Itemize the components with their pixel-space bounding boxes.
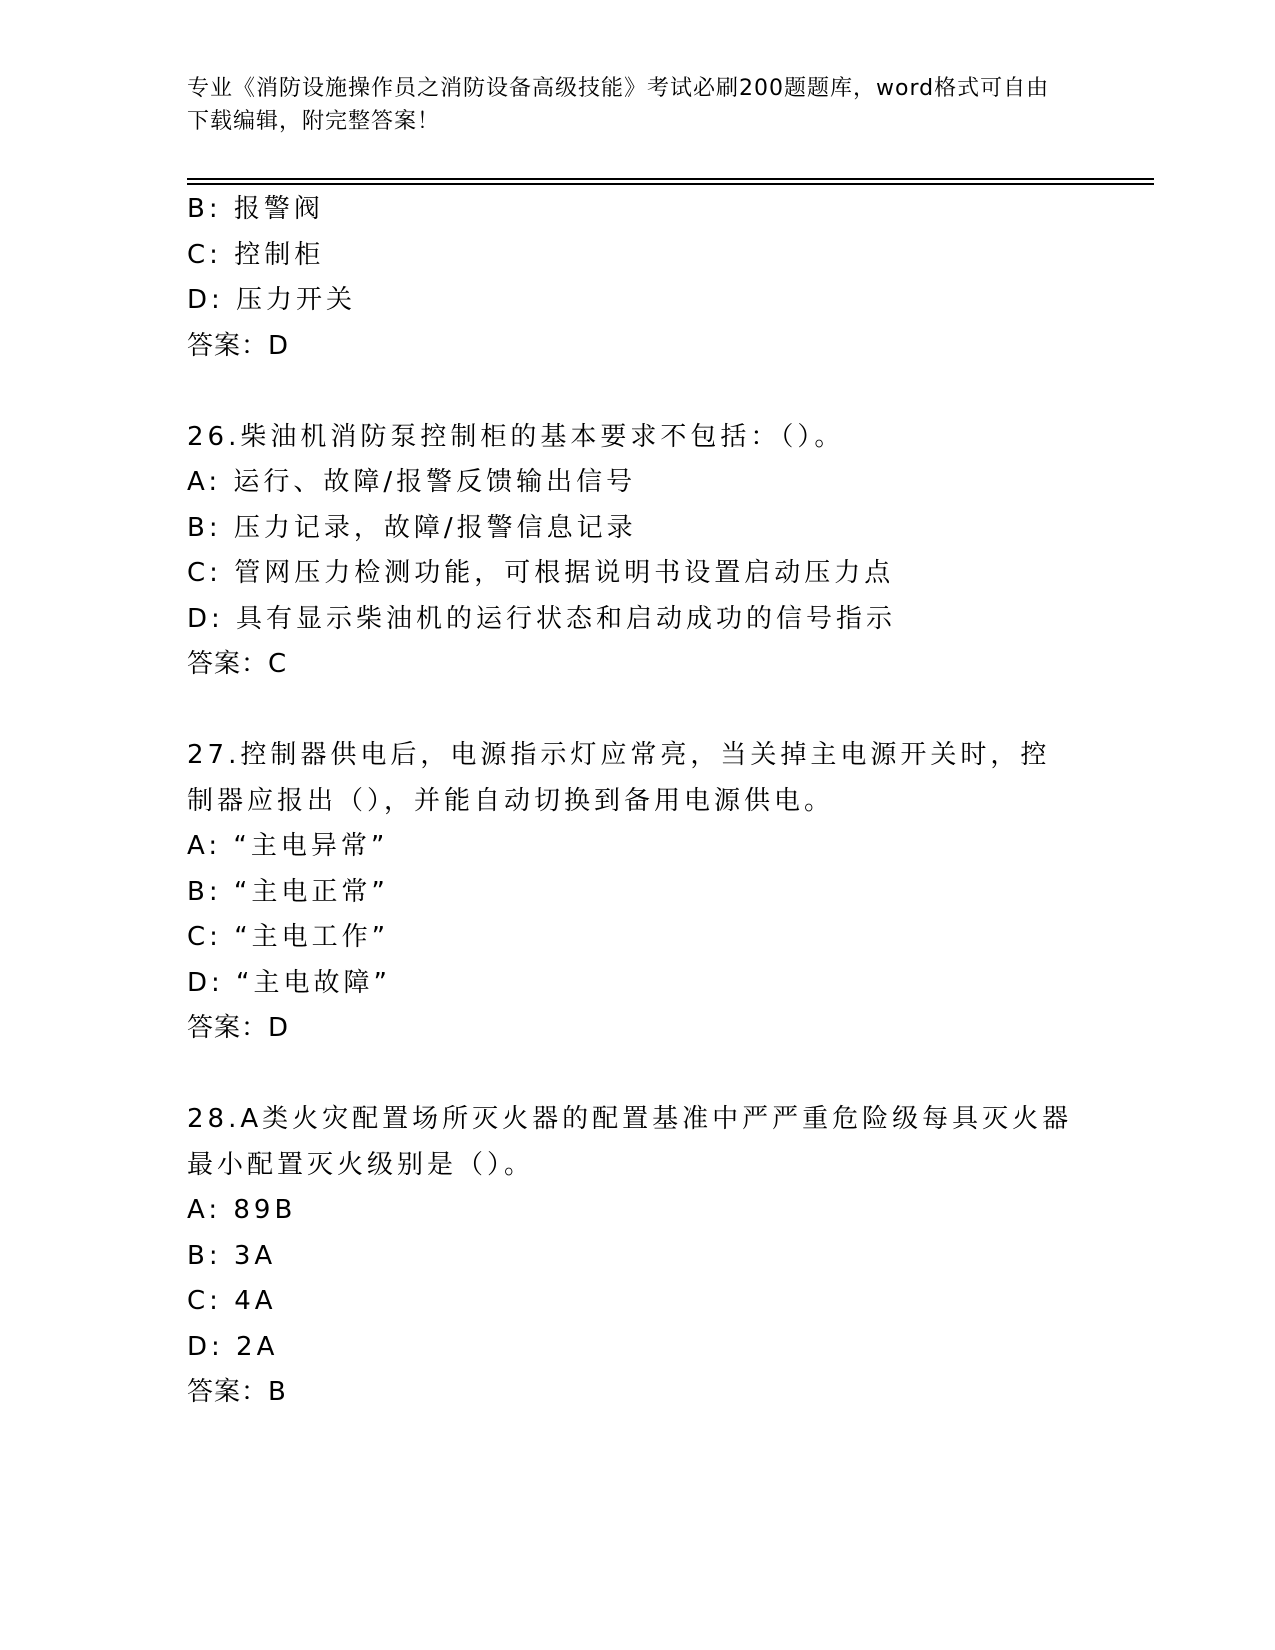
answer-line: 答案：D <box>187 1013 290 1043</box>
question-block <box>187 415 1087 688</box>
spacer <box>187 369 1087 415</box>
option-d: D: “主电故障” <box>187 967 391 998</box>
question-block <box>187 1097 1087 1416</box>
option-a: A: 运行、故障/报警反馈输出信号 <box>187 467 637 497</box>
option-a: A: “主电异常” <box>187 831 389 861</box>
answer-line: 答案：D <box>187 330 290 361</box>
option-c: C: “主电工作” <box>187 922 390 952</box>
document-title: 专业《消防设施操作员之消防设备高级技能》考试必刷200题题库，word格式可自由下载编辑，附完整答案！ <box>187 76 1050 134</box>
option-b: B: “主电正常” <box>187 876 389 907</box>
answer-line: 答案：B <box>187 1377 287 1407</box>
spacer <box>187 688 1087 734</box>
answer-line: 答案：C <box>187 649 288 679</box>
option-b: B: 3A <box>187 1240 277 1271</box>
question-block <box>187 733 1087 1052</box>
spacer <box>187 1052 1087 1098</box>
document-header <box>187 72 1067 138</box>
option-d: D: 2A <box>187 1331 279 1362</box>
header-rule-top <box>187 178 1154 180</box>
option-d: D: 压力开关 <box>187 285 357 315</box>
option-c: C: 管网压力检测功能，可根据说明书设置启动压力点 <box>187 558 895 588</box>
option-b: B: 报警阀 <box>187 194 324 224</box>
header-rule-bottom <box>187 183 1154 185</box>
option-a: A: 89B <box>187 1195 297 1225</box>
question-text: 27.控制器供电后，电源指示灯应常亮，当关掉主电源开关时，控制器应报出（），并能自动切换到备用电源供电。 <box>187 740 1051 816</box>
option-d: D: 具有显示柴油机的运行状态和启动成功的信号指示 <box>187 603 897 634</box>
question-text: 28.A类火灾配置场所灭火器的配置基准中严严重危险级每具灭火器最小配置灭火级别是（）。 <box>187 1104 1073 1180</box>
option-c: C: 控制柜 <box>187 239 325 270</box>
document-body <box>187 187 1087 1416</box>
option-b: B: 压力记录，故障/报警信息记录 <box>187 512 637 543</box>
option-c: C: 4A <box>187 1286 277 1316</box>
question-text: 26.柴油机消防泵控制柜的基本要求不包括：（）。 <box>187 421 845 452</box>
question-block-partial <box>187 187 1087 369</box>
